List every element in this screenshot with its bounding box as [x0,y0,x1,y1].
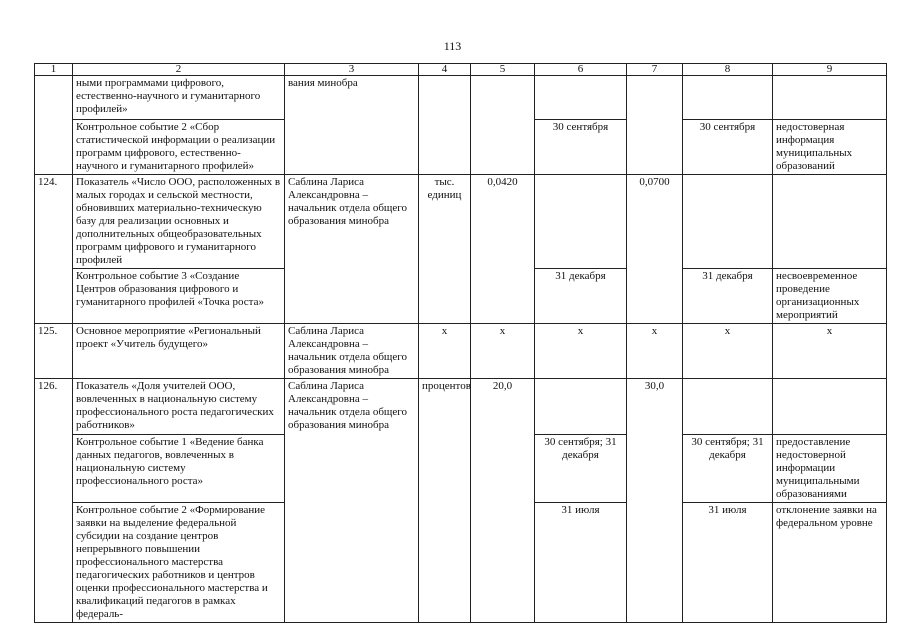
value-cell: 30,0 [627,379,683,435]
header-cell: 1 [35,64,73,76]
responsible-cell [285,120,419,175]
risk-cell [773,175,887,269]
unit-cell [419,120,471,175]
unit-cell [419,503,471,623]
table-row [35,503,887,623]
row-number-cell: 125. [35,324,73,379]
value-cell: 0,0700 [627,175,683,269]
date-cell: х [683,324,773,379]
responsible-cell [285,435,419,503]
header-cell: 7 [627,64,683,76]
row-number-cell [35,503,73,623]
risk-cell: предоставление недостоверной информации муниципальными образованиями [773,435,887,503]
description-cell: Контрольное событие 2 «Сбор статистической информации о реализации программ цифрового, естественно-научного и гуманитарного профилей» [73,120,285,175]
date-cell [683,76,773,120]
table-row [35,269,887,324]
page-number: 113 [443,39,462,53]
risk-cell [773,379,887,435]
unit-cell: процентов [419,379,471,435]
value-cell: х [471,324,535,379]
header-cell: 6 [535,64,627,76]
responsible-cell [285,503,419,623]
unit-cell [419,435,471,503]
header-row [35,64,887,76]
header-cell: 8 [683,64,773,76]
value-cell: 0,0420 [471,175,535,269]
header-cell: 3 [285,64,419,76]
value-cell [471,76,535,120]
header-cell: 9 [773,64,887,76]
date-cell [535,175,627,269]
table-row [35,324,887,379]
value-cell [471,269,535,324]
description-cell: Основное мероприятие «Региональный проект «Учитель будущего» [73,324,285,379]
date-cell: 30 сентября [535,120,627,175]
description-cell: ными программами цифрового, естественно-научного и гуманитарного профилей» [73,76,285,120]
description-cell: Контрольное событие 2 «Формирование заявки на выделение федеральной субсидии на создание центров непрерывного повышении профессионального мастерства педагогических работников и центров оценки профессионального мастерства и квалификаций педагогов в рамках федераль- [73,503,285,623]
date-cell: 31 декабря [535,269,627,324]
unit-cell: х [419,324,471,379]
description-cell: Показатель «Число ООО, расположенных в малых городах и сельской местности, обновивших материально-техническую базу для реализации основных и дополнительных общеобразовательных программ цифрового и гуманитарного профилей [73,175,285,269]
date-cell: 31 декабря [683,269,773,324]
date-cell [683,175,773,269]
table-row [35,175,887,269]
responsible-cell: Саблина Лариса Александровна – начальник отдела общего образования минобра [285,175,419,269]
row-number-cell: 124. [35,175,73,269]
responsible-cell: Саблина Лариса Александровна – начальник отдела общего образования минобра [285,379,419,435]
date-cell: 30 сентября; 31 декабря [683,435,773,503]
date-cell [535,379,627,435]
date-cell: 31 июля [683,503,773,623]
plan-table [34,63,887,623]
risk-cell: х [773,324,887,379]
value-cell [627,76,683,120]
row-number-cell [35,120,73,175]
description-cell: Контрольное событие 1 «Ведение банка данных педагогов, вовлеченных в национальную систему профессионального роста» [73,435,285,503]
header-cell: 4 [419,64,471,76]
value-cell [627,120,683,175]
header-cell: 2 [73,64,285,76]
row-number-cell: 126. [35,379,73,435]
risk-cell: недостоверная информация муниципальных образований [773,120,887,175]
date-cell [535,76,627,120]
value-cell [627,435,683,503]
value-cell: х [627,324,683,379]
date-cell: 30 сентября [683,120,773,175]
date-cell: х [535,324,627,379]
responsible-cell: вания минобра [285,76,419,120]
unit-cell: тыс. единиц [419,175,471,269]
risk-cell [773,76,887,120]
table-row [35,120,887,175]
value-cell [471,503,535,623]
row-number-cell [35,76,73,120]
description-cell: Показатель «Доля учителей ООО, вовлеченных в национальную систему профессионального роста педагогических работников» [73,379,285,435]
row-number-cell [35,269,73,324]
risk-cell: отклонение заявки на федеральном уровне [773,503,887,623]
unit-cell [419,76,471,120]
date-cell: 31 июля [535,503,627,623]
header-cell: 5 [471,64,535,76]
value-cell [627,503,683,623]
value-cell [471,435,535,503]
description-cell: Контрольное событие 3 «Создание Центров образования цифрового и гуманитарного профилей «Точка роста» [73,269,285,324]
row-number-cell [35,435,73,503]
table-row [35,379,887,435]
table-row [35,435,887,503]
value-cell [627,269,683,324]
value-cell [471,120,535,175]
date-cell [683,379,773,435]
unit-cell [419,269,471,324]
value-cell: 20,0 [471,379,535,435]
table-row [35,76,887,120]
responsible-cell [285,269,419,324]
date-cell: 30 сентября; 31 декабря [535,435,627,503]
responsible-cell: Саблина Лариса Александровна – начальник отдела общего образования минобра [285,324,419,379]
risk-cell: несвоевременное проведение организационных мероприятий [773,269,887,324]
